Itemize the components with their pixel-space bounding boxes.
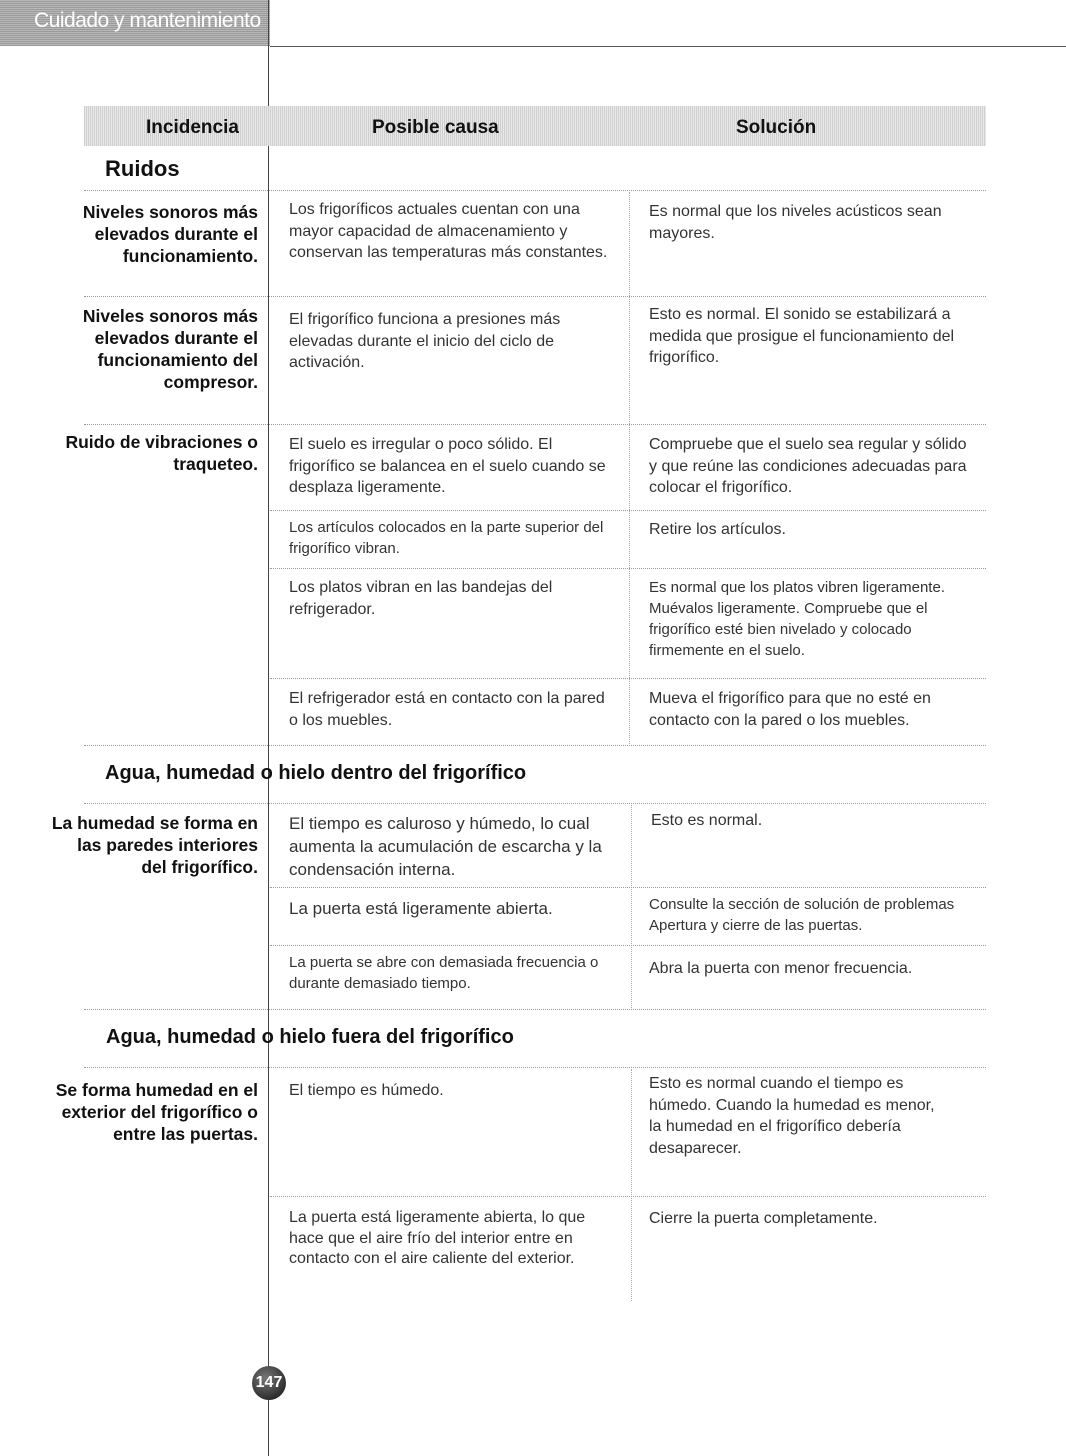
section-title-agua-dentro: Agua, humedad o hielo dentro del frigorífico [105, 762, 527, 784]
header-incidencia: Incidencia [146, 117, 239, 138]
causa-cell: La puerta se abre con demasiada frecuencia o durante demasiado tiempo. [289, 954, 599, 992]
solucion-cell: Cierre la puerta completamente. [649, 1210, 878, 1227]
causa-cell: El tiempo es húmedo. [289, 1082, 444, 1099]
causa-cell: El refrigerador está en contacto con la pared o los muebles. [289, 690, 605, 729]
divider [84, 1067, 986, 1068]
solucion-cell: Es normal que los platos vibren ligeramente. Muévalos ligeramente. Compruebe que el frigorífico esté bien nivelado y colocado firmemente en el suelo. [649, 579, 945, 659]
solucion-cell: Abra la puerta con menor frecuencia. [649, 960, 913, 977]
divider [270, 945, 986, 946]
divider [270, 510, 986, 511]
column-divider [631, 1069, 632, 1301]
divider [84, 190, 986, 191]
solucion-cell: Consulte la sección de solución de problemas Apertura y cierre de las puertas. [649, 896, 955, 934]
divider [84, 296, 986, 297]
causa-cell: Los artículos colocados en la parte superior del frigorífico vibran. [289, 519, 604, 557]
section-title-agua-fuera: Agua, humedad o hielo fuera del frigorífico [106, 1026, 514, 1048]
causa-cell: Los platos vibran en las bandejas del refrigerador. [289, 579, 553, 618]
incidencia-cell: La humedad se forma en las paredes interiores del frigorífico. [51, 813, 258, 877]
divider [84, 1009, 986, 1010]
solucion-cell: Esto es normal cuando el tiempo es húmedo. Cuando la humedad es menor, la humedad en el frigorífico debería desaparecer. [649, 1075, 935, 1157]
divider [84, 803, 986, 804]
vertical-rule [268, 0, 269, 1456]
section-banner: Cuidado y mantenimiento [0, 0, 270, 46]
incidencia-cell: Se forma humedad en el exterior del frigorífico o entre las puertas. [55, 1080, 258, 1144]
table-header [84, 106, 986, 146]
incidencia-cell: Niveles sonoros más elevados durante el funcionamiento del compresor. [82, 306, 258, 392]
top-rule [270, 46, 1066, 47]
solucion-cell: Retire los artículos. [649, 521, 786, 538]
causa-cell: El tiempo es caluroso y húmedo, lo cual aumenta la acumulación de escarcha y la condensación interna. [289, 814, 602, 879]
solucion-cell: Mueva el frigorífico para que no esté en contacto con la pared o los muebles. [649, 690, 931, 729]
solucion-cell: Esto es normal. [651, 812, 763, 829]
causa-cell: Los frigoríficos actuales cuentan con una mayor capacidad de almacenamiento y conservan las temperaturas más constantes. [289, 201, 608, 261]
incidencia-cell: Ruido de vibraciones o traqueteo. [65, 432, 258, 474]
divider [84, 745, 986, 746]
solucion-cell: Es normal que los niveles acústicos sean mayores. [649, 203, 942, 242]
divider [270, 1196, 986, 1197]
divider [270, 887, 986, 888]
header-solucion: Solución [736, 117, 817, 138]
causa-cell: La puerta está ligeramente abierta, lo que hace que el aire frío del interior entre en contacto con el aire caliente del exterior. [289, 1209, 586, 1267]
solucion-cell: Compruebe que el suelo sea regular y sólido y que reúne las condiciones adecuadas para colocar el frigorífico. [649, 436, 967, 496]
causa-cell: La puerta está ligeramente abierta. [289, 899, 553, 918]
header-causa: Posible causa [372, 117, 499, 138]
divider [270, 678, 986, 679]
column-divider [629, 192, 630, 744]
page-number: 147 [252, 1366, 286, 1400]
incidencia-cell: Niveles sonoros más elevados durante el funcionamiento. [82, 202, 258, 266]
divider [270, 568, 986, 569]
divider [84, 424, 986, 425]
section-title-ruidos: Ruidos [105, 156, 180, 181]
solucion-cell: Esto es normal. El sonido se estabilizará a medida que prosigue el funcionamiento del frigorífico. [649, 306, 955, 366]
causa-cell: El suelo es irregular o poco sólido. El frigorífico se balancea en el suelo cuando se desplaza ligeramente. [289, 436, 606, 496]
column-divider [631, 805, 632, 1008]
causa-cell: El frigorífico funciona a presiones más elevadas durante el inicio del ciclo de activación. [289, 311, 561, 371]
